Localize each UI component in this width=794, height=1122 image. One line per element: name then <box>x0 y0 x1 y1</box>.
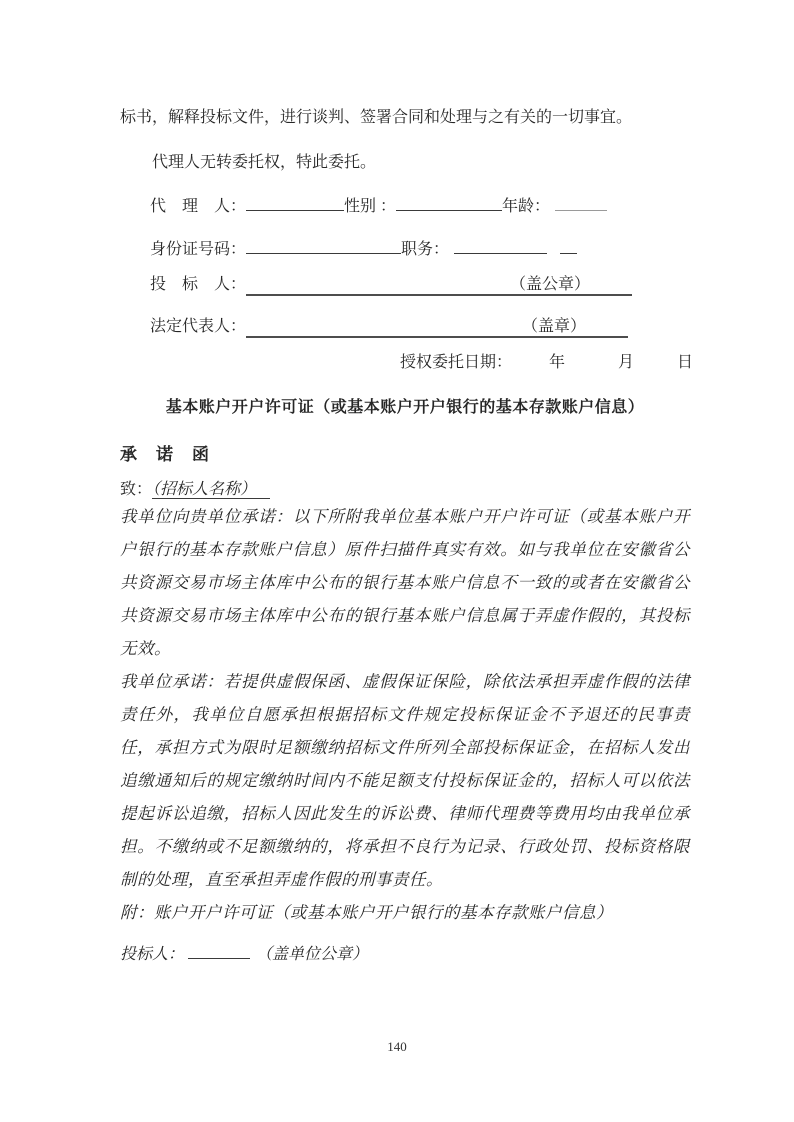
signoff-bidder-blank <box>188 942 250 959</box>
opening-sentence: 标书，解释投标文件，进行谈判、签署合同和处理与之有关的一切事宜。 <box>120 109 633 126</box>
duty-label: 职务： <box>401 241 450 258</box>
section-title: 基本账户开户许可证（或基本账户开户银行的基本存款账户信息） <box>165 399 645 416</box>
gender-blank <box>396 194 502 211</box>
bidder-label: 投 标 人： <box>150 276 247 293</box>
year-label: 年 <box>549 354 566 371</box>
attachment-note: 附：账户开户许可证（或基本账户开户银行的基本存款账户信息） <box>120 903 613 922</box>
month-label: 月 <box>618 354 635 371</box>
bidder-name-blank <box>246 271 632 296</box>
legal-rep-blank <box>246 313 628 338</box>
to-label: 致： <box>120 481 153 498</box>
legal-rep-row <box>150 313 628 338</box>
signoff-bidder-label: 投标人： <box>120 946 185 963</box>
gender-label: 性别 ： <box>344 198 397 215</box>
letter-heading: 承 诺 函 <box>120 445 210 464</box>
id-label: 身份证号码： <box>150 241 247 258</box>
day-label: 日 <box>677 354 694 371</box>
duty-blank <box>454 237 547 254</box>
signoff-row <box>120 941 368 964</box>
legal-rep-label: 法定代表人： <box>150 318 247 335</box>
authorization-date-row <box>400 349 693 372</box>
to-line <box>120 476 270 499</box>
age-label: 年龄： <box>502 198 551 215</box>
agent-name-blank <box>246 194 344 211</box>
commitment-paragraph-2: 我单位承诺：若提供虚假保函、虚假保证保险，除依法承担弄虚作假的法律责任外，我单位自愿承担根据招标文件规定投标保证金不予退还的民事责任，承担方式为限时足额缴纳招标文件所列全部投标保证金，在招标人发出追缴通知后的规定缴纳时间内不能足额支付投标保证金的，招标人可以依法提起诉讼追缴，招标人因此发生的诉讼费、律师代理费等费用均由我单位承担。不缴纳或不足额缴纳的，将承担不良行为记录、行政处罚、投标资格限制的处理，直至承担弄虚作假的刑事责任。 <box>120 672 690 889</box>
age-blank <box>555 194 607 211</box>
signoff-seal-note: （盖单位公章） <box>256 946 369 963</box>
agent-row <box>150 193 607 216</box>
commitment-paragraph-1: 我单位向贵单位承诺：以下所附我单位基本账户开户许可证（或基本账户开户银行的基本存款账户信息）原件扫描件真实有效。如与我单位在安徽省公共资源交易市场主体库中公布的银行基本账户信息不一致的或者在安徽省公共资源交易市场主体库中公布的银行基本账户信息属于弄虚作假的，其投标无效。 <box>120 507 690 658</box>
tenderee-name-placeholder: （招标人名称） <box>152 481 270 499</box>
bidder-row <box>150 271 632 296</box>
commitment-body <box>120 500 690 929</box>
legal-rep-seal-note: （盖章） <box>521 318 586 335</box>
agent-label: 代 理 人： <box>150 198 247 215</box>
id-row <box>150 236 577 259</box>
page-number: 140 <box>387 1039 407 1054</box>
no-subdelegation-sentence: 代理人无转委托权，特此委托。 <box>152 154 377 171</box>
date-label: 授权委托日期： <box>400 354 513 371</box>
bidder-seal-note: （盖公章） <box>509 276 590 293</box>
id-blank <box>246 237 401 254</box>
duty-blank-2 <box>560 237 577 254</box>
